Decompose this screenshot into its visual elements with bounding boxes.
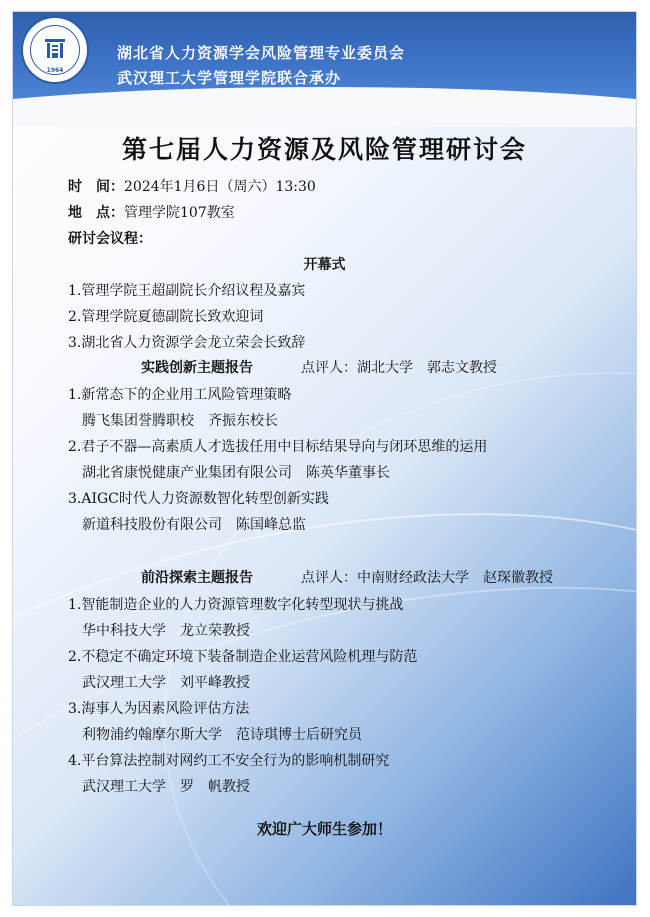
agenda-label: 研讨会议程：: [68, 231, 152, 247]
organizer-line-1: 湖北省人力资源学会风险管理专业委员会: [117, 44, 406, 62]
report-speaker: 武汉理工大学 罗 帆教授: [82, 779, 250, 795]
section1-reviewer: 点评人：湖北大学 郭志文教授: [301, 360, 497, 376]
time-label: 时 间：: [68, 179, 124, 195]
section2-title: 前沿探索主题报告: [141, 570, 253, 586]
report-speaker: 华中科技大学 龙立荣教授: [82, 623, 250, 639]
time-value: 2024年1月6日（周六）13:30: [124, 179, 316, 195]
time-row: [68, 176, 316, 196]
report-topic: 2.君子不器—高素质人才选拔任用中目标结果导向与闭环思维的运用: [68, 439, 488, 455]
section1-title: 实践创新主题报告: [141, 360, 253, 376]
gate-icon: [42, 36, 68, 62]
report-speaker: 湖北省康悦健康产业集团有限公司 陈英华董事长: [82, 465, 390, 481]
report-topic: 1.智能制造企业的人力资源管理数字化转型现状与挑战: [68, 597, 404, 613]
report-speaker: 武汉理工大学 刘平峰教授: [82, 675, 250, 691]
opening-item: 3.湖北省人力资源学会龙立荣会长致辞: [68, 335, 306, 351]
opening-item: 1.管理学院王超副院长介绍议程及嘉宾: [68, 283, 306, 299]
report-speaker: 腾飞集团誉腾职校 齐振东校长: [82, 413, 278, 429]
page-title: 第七届人力资源及风险管理研讨会: [121, 135, 527, 164]
poster: [13, 12, 636, 905]
opening-item: 2.管理学院夏德副院长致欢迎词: [68, 309, 264, 325]
report-speaker: 利物浦约翰摩尔斯大学 范诗琪博士后研究员: [82, 727, 362, 743]
report-topic: 2.不稳定不确定环境下装备制造企业运营风险机理与防范: [68, 649, 418, 665]
place-row: [68, 202, 235, 222]
place-label: 地 点：: [68, 205, 124, 221]
section2-reviewer: 点评人：中南财经政法大学 赵琛徽教授: [301, 570, 553, 586]
report-topic: 4.平台算法控制对网约工不安全行为的影响机制研究: [68, 753, 390, 769]
university-logo: [21, 16, 89, 84]
report-speaker: 新道科技股份有限公司 陈国峰总监: [82, 517, 306, 533]
report-topic: 1.新常态下的企业用工风险管理策略: [68, 387, 292, 403]
opening-title: 开幕式: [303, 257, 346, 273]
closing-message: 欢迎广大师生参加！: [256, 820, 392, 838]
report-topic: 3.AIGC时代人力资源数智化转型创新实践: [68, 491, 329, 507]
place-value: 管理学院107教室: [124, 205, 235, 221]
logo-year: 1964: [46, 67, 64, 74]
organizer-line-2: 武汉理工大学管理学院联合承办: [117, 69, 342, 87]
report-topic: 3.海事人为因素风险评估方法: [68, 701, 250, 717]
